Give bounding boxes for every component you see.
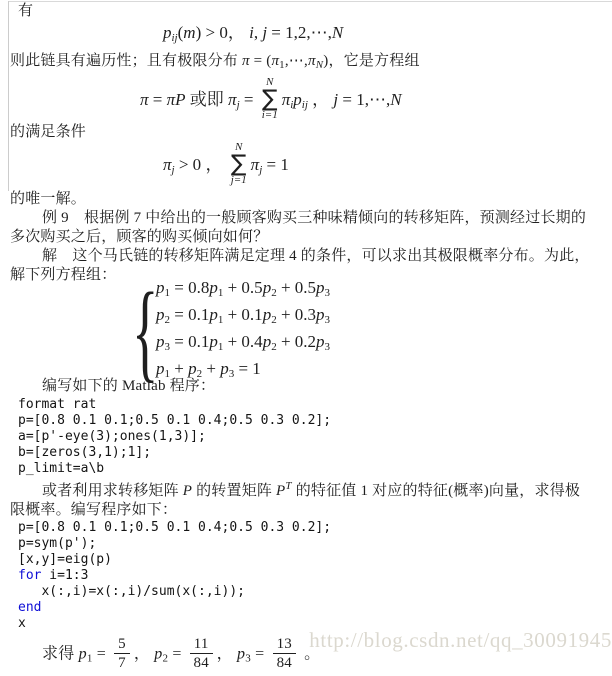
equation-system-rows: [156, 277, 330, 385]
para-unique-solution: 的唯一解。: [10, 191, 87, 207]
left-brace: {: [132, 270, 159, 392]
sum-symbol: N ∑ j=1: [230, 141, 247, 187]
result-line: 求得 p1 = $\frac{5}{7}$ ， p2 = $\frac{11}{84}$ ， p3 = $\frac{13}{84}$ 。: [42, 636, 321, 671]
formula-normalization: πj > 0 ， N ∑ j=1 πj = 1: [163, 141, 289, 187]
line: x: [18, 616, 26, 631]
line: format rat: [18, 397, 97, 412]
matlab-code-block-1: [18, 397, 612, 477]
fraction: $\frac{5}{7}$: [114, 636, 130, 671]
line: [x,y]=eig(p): [18, 552, 112, 567]
line: p2 = 0.1p1 + 0.1p2 + 0.3p3: [156, 305, 331, 326]
line: p=[0.8 0.1 0.1;0.5 0.1 0.4;0.5 0.3 0.2];: [18, 520, 332, 535]
line: p1 = 0.8p1 + 0.5p2 + 0.5p3: [156, 278, 331, 299]
fraction: $\frac{13}{84}$: [273, 636, 296, 671]
equation-system: [132, 270, 612, 392]
sum-symbol: N ∑ i=1: [261, 76, 278, 122]
fraction: $\frac{11}{84}$: [190, 636, 213, 671]
matlab-code-block-2: [18, 520, 612, 632]
line: end: [18, 600, 42, 615]
para-solution-line2: 解下列方程组：: [10, 267, 117, 283]
line: for i=1:3: [18, 568, 89, 583]
watermark-url: http://blog.csdn.net/qq_30091945: [309, 628, 612, 652]
table-border-left: [8, 1, 9, 191]
line: p3 = 0.1p1 + 0.4p2 + 0.2p3: [156, 332, 331, 353]
intro-word: 有: [18, 3, 34, 19]
table-border-top: [8, 1, 612, 2]
para-satisfy-condition: 的满足条件: [10, 124, 87, 140]
line: p=[0.8 0.1 0.1;0.5 0.1 0.4;0.5 0.3 0.2];: [18, 413, 332, 428]
line: x(:,i)=x(:,i)/sum(x(:,i));: [18, 584, 245, 599]
line: p_limit=a\b: [18, 461, 105, 476]
line: p1 + p2 + p3 = 1: [156, 359, 261, 380]
formula-stationary-equation: π = πP 或即 πj = N ∑ i=1 πipij ， j = 1,⋯,N: [140, 76, 402, 122]
para-solution-line1: 解 这个马氏链的转移矩阵满足定理 4 的条件，可以求出其极限概率分布。为此，: [42, 248, 590, 264]
line: p=sym(p');: [18, 536, 97, 551]
formula-pij-positive: pij(m) > 0， i, j = 1,2,⋯,N: [163, 23, 344, 44]
para-alternative-method-line1: 或者利用求转移矩阵 P 的转置矩阵 $P^T$ 的特征值 1 对应的特征(概率)向量，求得极: [42, 480, 581, 499]
para-ergodic-limit-distribution: 则此链具有遍历性；且有极限分布 $\pi = (\pi_1,\cdots,\pi_N)$，它是方程组: [10, 53, 420, 71]
line: b=[zeros(3,1);1];: [18, 445, 152, 460]
para-alternative-method-line2: 限概率。编写程序如下：: [10, 502, 178, 518]
para-example9-line2: 多次购买之后，顾客的购买倾向如何？: [10, 229, 269, 245]
para-matlab-intro: 编写如下的 Matlab 程序：: [42, 378, 216, 394]
line: a=[p'-eye(3);ones(1,3)];: [18, 429, 206, 444]
para-example9-line1: 例 9 根据例 7 中给出的一般顾客购买三种味精倾向的转移矩阵，预测经过长期的: [42, 210, 587, 226]
